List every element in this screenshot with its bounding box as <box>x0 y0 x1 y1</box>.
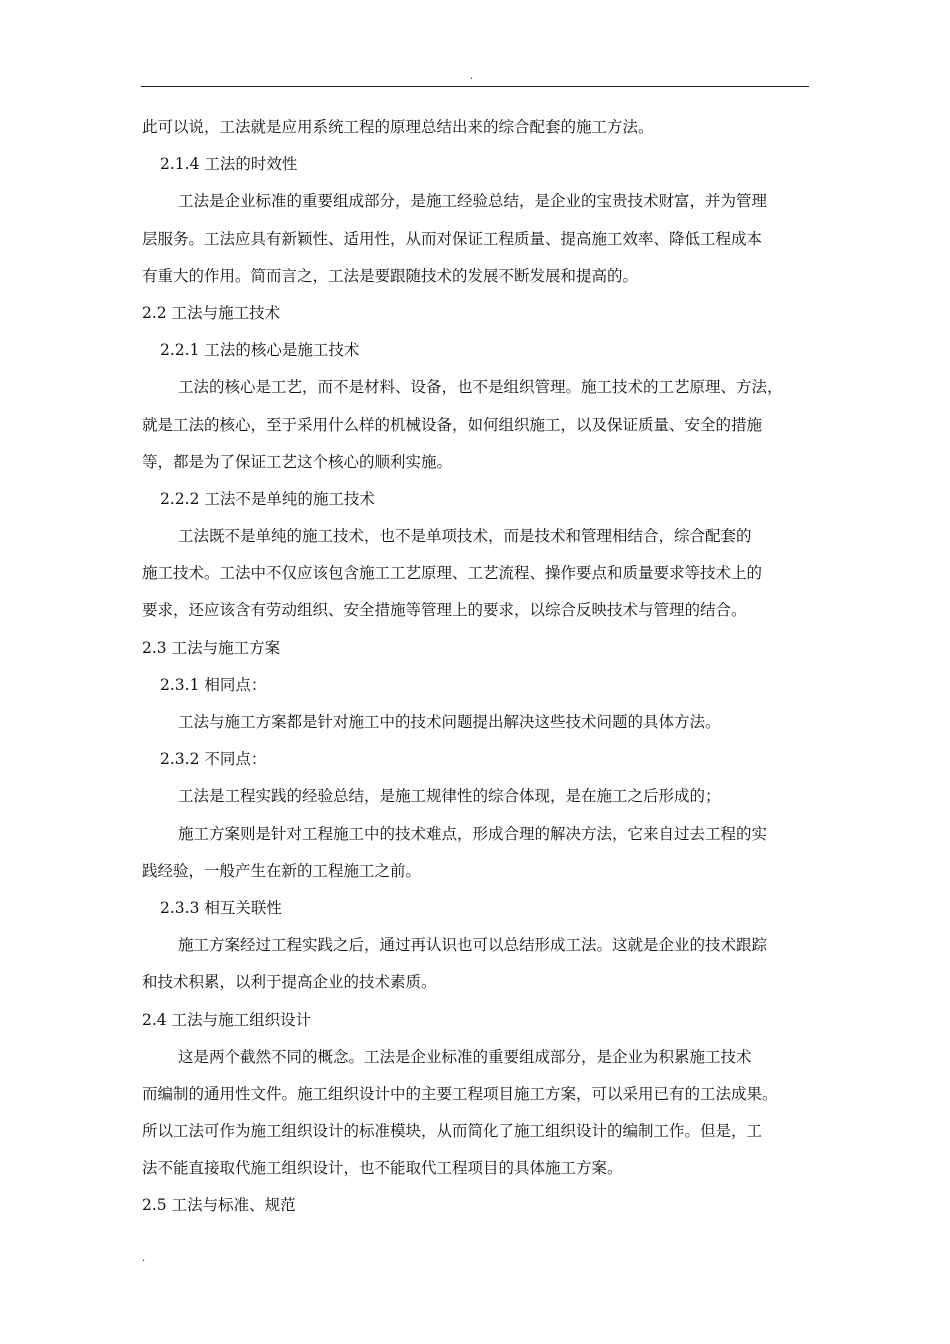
text-line: 工法既不是单纯的施工技术，也不是单项技术，而是技术和管理相结合，综合配套的 <box>178 527 752 546</box>
section-heading: 2.1.4 工法的时效性 <box>160 155 298 174</box>
footer-mark: . <box>142 1253 146 1264</box>
text-line: 施工方案经过工程实践之后，通过再认识也可以总结形成工法。这就是企业的技术跟踪 <box>178 936 768 955</box>
text-line: 践经验，一般产生在新的工程施工之前。 <box>142 861 422 880</box>
section-heading: 2.4 工法与施工组织设计 <box>142 1010 312 1029</box>
section-heading: 2.3.1 相同点： <box>160 675 267 694</box>
header-mark: . <box>470 71 474 82</box>
text-line: 工法的核心是工艺，而不是材料、设备，也不是组织管理。施工技术的工艺原理、方法， <box>178 378 783 397</box>
section-heading: 2.2 工法与施工技术 <box>142 303 281 322</box>
text-line: 工法是工程实践的经验总结，是施工规律性的综合体现，是在施工之后形成的； <box>178 787 721 806</box>
document-body <box>142 118 808 1234</box>
header-rule <box>141 86 809 87</box>
section-heading: 2.3.3 相互关联性 <box>160 898 282 917</box>
text-line: 而编制的通用性文件。施工组织设计中的主要工程项目施工方案，可以采用已有的工法成果。 <box>142 1084 778 1103</box>
text-line: 工法是企业标准的重要组成部分，是施工经验总结，是企业的宝贵技术财富，并为管理 <box>178 192 768 211</box>
section-heading: 2.2.1 工法的核心是施工技术 <box>160 341 360 360</box>
section-heading: 2.5 工法与标准、规范 <box>142 1196 296 1215</box>
section-heading: 2.3.2 不同点： <box>160 750 267 769</box>
text-line: 所以工法可作为施工组织设计的标准模块，从而简化了施工组织设计的编制工作。但是，工 <box>142 1122 763 1141</box>
text-line: 工法与施工方案都是针对施工中的技术问题提出解决这些技术问题的具体方法。 <box>178 713 721 731</box>
section-heading: 2.2.2 工法不是单纯的施工技术 <box>160 489 375 508</box>
text-line: 等，都是为了保证工艺这个核心的顺利实施。 <box>142 452 453 471</box>
section-heading: 2.3 工法与施工方案 <box>142 638 281 657</box>
text-line: 这是两个截然不同的概念。工法是企业标准的重要组成部分，是企业为积累施工技术 <box>178 1047 752 1066</box>
text-line: 有重大的作用。简而言之，工法是要跟随技术的发展不断发展和提高的。 <box>142 266 639 285</box>
text-line: 施工方案则是针对工程施工中的技术难点，形成合理的解决方法，它来自过去工程的实 <box>178 824 768 843</box>
text-line: 此可以说，工法就是应用系统工程的原理总结出来的综合配套的施工方法。 <box>142 118 654 136</box>
text-line: 层服务。工法应具有新颖性、适用性，从而对保证工程质量、提高施工效率、降低工程成本 <box>142 229 763 248</box>
text-line: 和技术积累，以利于提高企业的技术素质。 <box>142 973 437 992</box>
text-line: 法不能直接取代施工组织设计，也不能取代工程项目的具体施工方案。 <box>142 1159 623 1178</box>
text-line: 施工技术。工法中不仅应该包含施工工艺原理、工艺流程、操作要点和质量要求等技术上的 <box>142 564 763 583</box>
text-line: 就是工法的核心，至于采用什么样的机械设备，如何组织施工，以及保证质量、安全的措施 <box>142 415 763 434</box>
text-line: 要求，还应该含有劳动组织、安全措施等管理上的要求，以综合反映技术与管理的结合。 <box>142 601 747 620</box>
